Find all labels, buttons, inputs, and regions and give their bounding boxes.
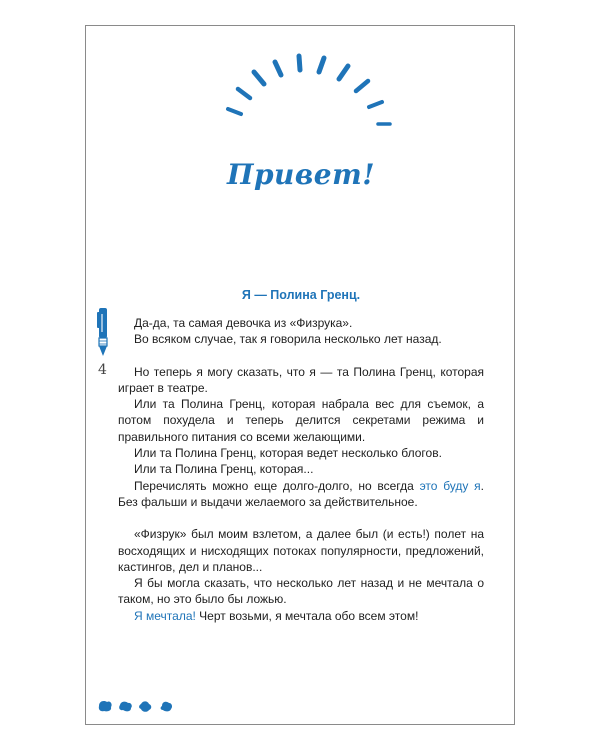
ray [228,109,241,114]
text-run: . Без фальши и выдачи желаемого за действительное. [118,478,484,509]
paragraph: Или та Полина Гренц, которая набрала вес для съемок, а потом похудела и теперь делится секретами режима и правильного питания со всеми желающими. [118,397,484,444]
ray [356,81,368,91]
page-title: Привет! [226,158,375,191]
text-run: Черт возьми, я мечтала обо всем этом! [195,608,419,623]
ink-blot [119,702,132,712]
ray [299,56,300,70]
paragraph: Но теперь я могу сказать, что я — та Полина Гренц, которая играет в театре. [118,364,484,395]
book-page [85,25,515,725]
ray [254,72,264,84]
paragraph [118,608,484,624]
paragraph: Во всяком случае, так я говорила несколько лет назад. [134,332,442,347]
highlighted-text: это буду я [419,478,481,493]
chapter-subtitle: Я — Полина Гренц. [241,288,361,302]
sunburst-decoration [86,26,516,166]
paragraph: Да-да, та самая девочка из «Физрука». [134,316,353,330]
text-run: Перечислять можно еще долго-долго, но всегда [134,478,420,493]
ray [319,58,324,72]
footer-decoration [96,696,186,716]
ink-blot [161,702,172,712]
body-text [118,315,484,624]
ink-blot [139,701,151,711]
paragraph [118,478,484,511]
pen-icon [94,306,112,358]
ray [275,62,281,75]
paragraph: Или та Полина Гренц, которая... [134,462,314,477]
ray [369,102,382,107]
ray [238,89,250,98]
paragraph: Я бы могла сказать, что несколько лет назад и не мечтала о таком, но это было бы ложью. [118,576,484,607]
page-number: 4 [98,362,107,378]
ray [339,66,348,79]
ink-blot [99,701,112,711]
paragraph: Или та Полина Гренц, которая ведет несколько блогов. [134,446,442,461]
paragraph: «Физрук» был моим взлетом, а далее был (и есть!) полет на восходящих и нисходящих потоках популярности, предложений, кастингов, дел и планов... [118,527,484,574]
highlighted-text: Я мечтала! [134,608,196,623]
